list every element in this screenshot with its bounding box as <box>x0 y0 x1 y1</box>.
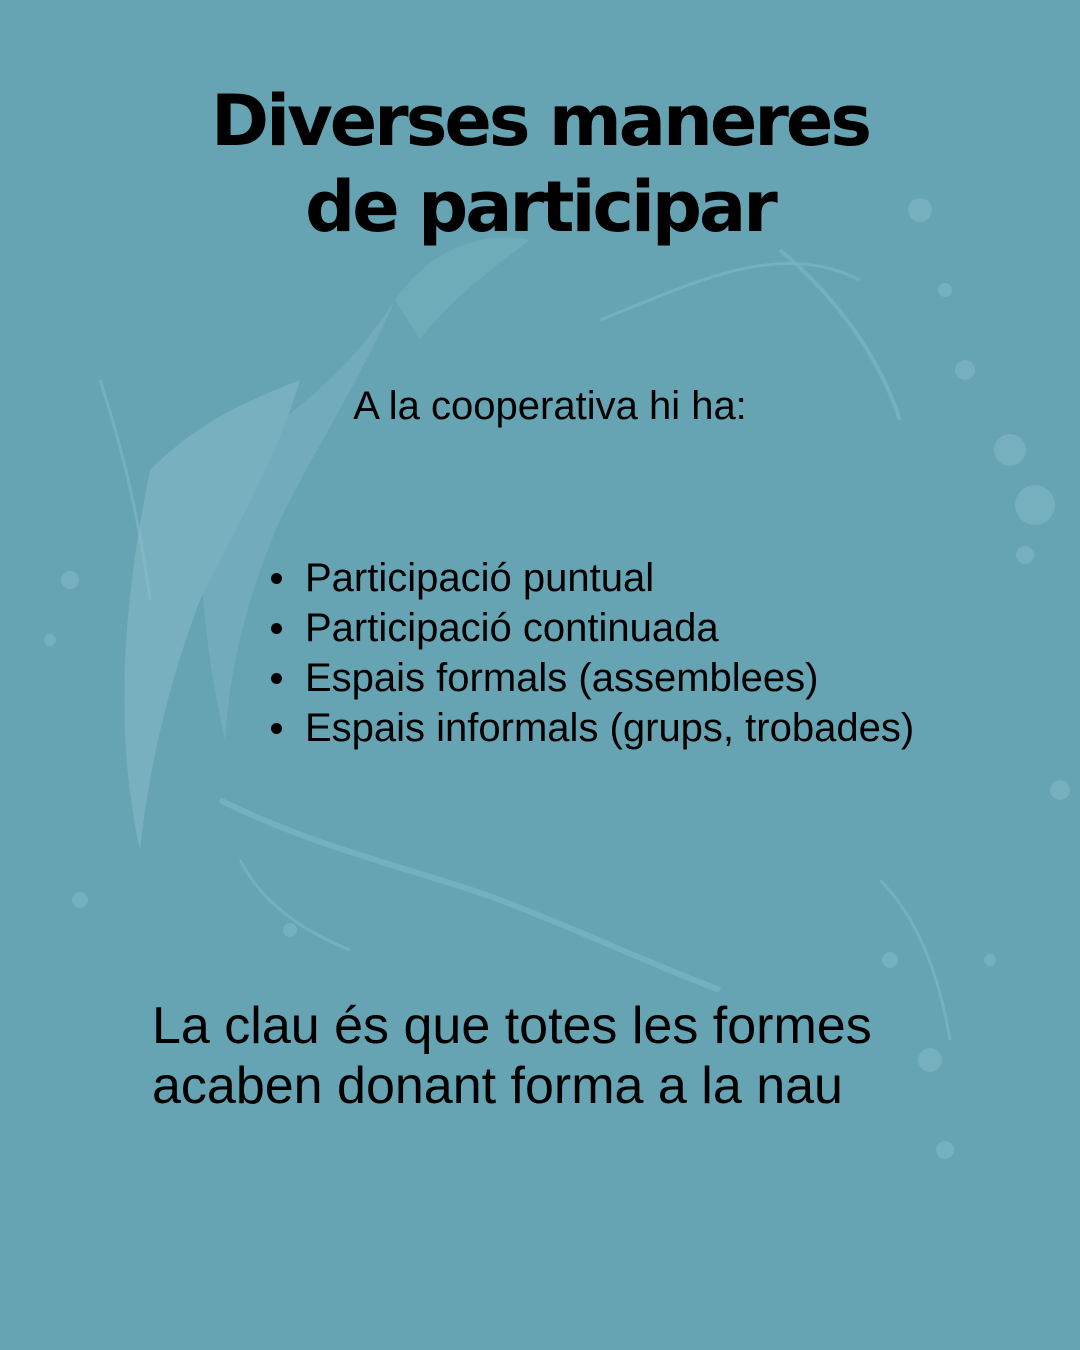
list-item-label: Participació continuada <box>305 606 719 650</box>
page-title <box>0 78 1080 250</box>
list-item <box>305 653 914 703</box>
list-item <box>305 553 914 603</box>
list-item <box>305 703 914 753</box>
list-item-label: Espais formals (assemblees) <box>305 656 819 700</box>
bullet-icon <box>271 673 282 684</box>
title-line-1: Diverses maneres <box>210 80 870 162</box>
list-item-label: Espais informals (grups, trobades) <box>305 706 915 750</box>
bullet-icon <box>271 573 282 584</box>
bullet-icon <box>271 623 282 634</box>
closing-statement <box>152 996 872 1116</box>
intro-text: A la cooperativa hi ha: <box>353 384 747 428</box>
list-item-label: Participació puntual <box>305 556 655 600</box>
participation-options-list <box>305 553 914 753</box>
closing-line-2: acaben donant forma a la nau <box>152 1057 843 1115</box>
list-item <box>305 603 914 653</box>
title-line-2: de participar <box>305 166 775 248</box>
bullet-icon <box>271 723 282 734</box>
closing-line-1: La clau és que totes les formes <box>152 997 872 1055</box>
